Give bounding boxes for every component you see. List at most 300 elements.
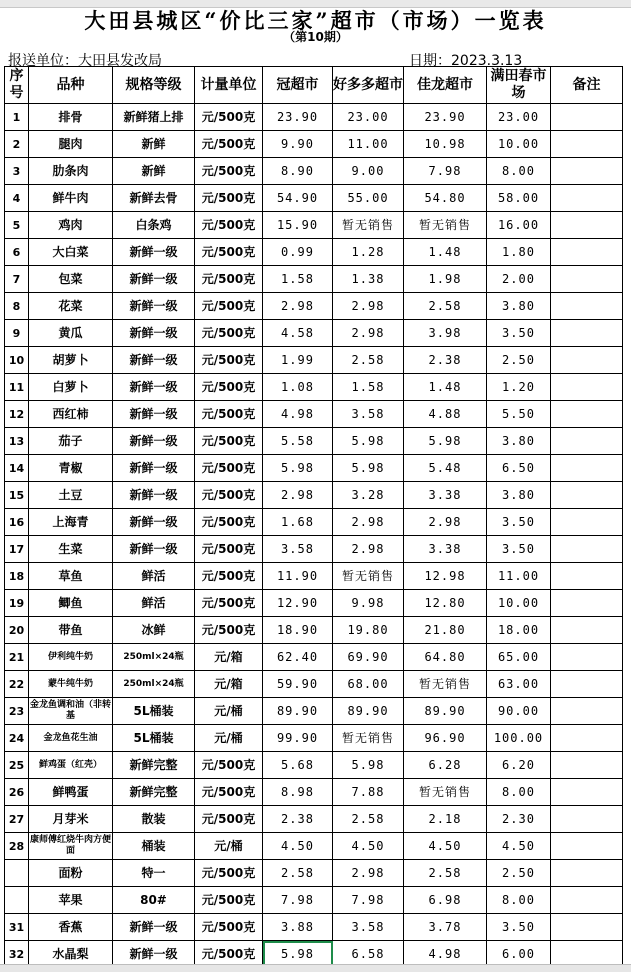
cell-spec[interactable]: 新鲜一级: [113, 509, 195, 536]
cell-store4-price[interactable]: 63.00: [487, 671, 551, 698]
cell-index[interactable]: 22: [5, 671, 29, 698]
cell-store3-price[interactable]: 12.80: [404, 590, 487, 617]
cell-unit[interactable]: 元/500克: [195, 914, 263, 941]
cell-store3-price[interactable]: 1.48: [404, 239, 487, 266]
cell-remark[interactable]: [551, 806, 623, 833]
cell-store2-price[interactable]: 3.58: [333, 914, 404, 941]
cell-store2-price[interactable]: 3.28: [333, 482, 404, 509]
cell-store4-price[interactable]: 23.00: [487, 104, 551, 131]
cell-index[interactable]: 28: [5, 833, 29, 860]
cell-spec[interactable]: 新鲜一级: [113, 455, 195, 482]
cell-spec[interactable]: 5L桶装: [113, 725, 195, 752]
cell-index[interactable]: 5: [5, 212, 29, 239]
cell-store3-price[interactable]: 3.98: [404, 320, 487, 347]
cell-store2-price[interactable]: 2.98: [333, 536, 404, 563]
cell-store1-price[interactable]: 0.99: [263, 239, 333, 266]
cell-store1-price[interactable]: 9.90: [263, 131, 333, 158]
cell-unit[interactable]: 元/箱: [195, 671, 263, 698]
cell-store3-price[interactable]: 2.38: [404, 347, 487, 374]
cell-store4-price[interactable]: 1.80: [487, 239, 551, 266]
header-remark[interactable]: 备注: [551, 67, 623, 104]
cell-spec[interactable]: 新鲜完整: [113, 779, 195, 806]
cell-store4-price[interactable]: 3.50: [487, 536, 551, 563]
cell-remark[interactable]: [551, 158, 623, 185]
cell-store3-price[interactable]: 64.80: [404, 644, 487, 671]
cell-store4-price[interactable]: 3.50: [487, 509, 551, 536]
cell-spec[interactable]: 白条鸡: [113, 212, 195, 239]
cell-store3-price[interactable]: 2.58: [404, 860, 487, 887]
cell-remark[interactable]: [551, 887, 623, 914]
cell-name[interactable]: 西红柿: [29, 401, 113, 428]
cell-store3-price[interactable]: 23.90: [404, 104, 487, 131]
cell-name[interactable]: 包菜: [29, 266, 113, 293]
cell-store2-price[interactable]: 1.58: [333, 374, 404, 401]
cell-spec[interactable]: 新鲜一级: [113, 320, 195, 347]
cell-spec[interactable]: 鲜活: [113, 590, 195, 617]
cell-store3-price[interactable]: 12.98: [404, 563, 487, 590]
cell-store4-price[interactable]: 8.00: [487, 887, 551, 914]
cell-remark[interactable]: [551, 320, 623, 347]
cell-store3-price[interactable]: 2.58: [404, 293, 487, 320]
cell-store2-price[interactable]: 1.28: [333, 239, 404, 266]
cell-store2-price[interactable]: 2.58: [333, 347, 404, 374]
cell-name[interactable]: 苹果: [29, 887, 113, 914]
cell-store1-price[interactable]: 2.58: [263, 860, 333, 887]
cell-spec[interactable]: 新鲜一级: [113, 239, 195, 266]
cell-index[interactable]: 14: [5, 455, 29, 482]
cell-store4-price[interactable]: 65.00: [487, 644, 551, 671]
cell-spec[interactable]: 250ml×24瓶: [113, 644, 195, 671]
cell-store4-price[interactable]: 3.50: [487, 914, 551, 941]
cell-index[interactable]: [5, 887, 29, 914]
cell-store4-price[interactable]: 10.00: [487, 590, 551, 617]
cell-remark[interactable]: [551, 698, 623, 725]
cell-spec[interactable]: 桶装: [113, 833, 195, 860]
cell-remark[interactable]: [551, 104, 623, 131]
cell-store3-price[interactable]: 21.80: [404, 617, 487, 644]
header-store4[interactable]: 满田春市场: [487, 67, 551, 104]
cell-store1-price[interactable]: 18.90: [263, 617, 333, 644]
cell-store2-price[interactable]: 2.98: [333, 509, 404, 536]
cell-unit[interactable]: 元/500克: [195, 374, 263, 401]
cell-spec[interactable]: 新鲜猪上排: [113, 104, 195, 131]
cell-store1-price[interactable]: 2.98: [263, 482, 333, 509]
cell-unit[interactable]: 元/500克: [195, 860, 263, 887]
cell-name[interactable]: 香蕉: [29, 914, 113, 941]
cell-store2-price[interactable]: 6.58: [333, 941, 404, 968]
cell-unit[interactable]: 元/500克: [195, 941, 263, 968]
cell-store2-price[interactable]: 68.00: [333, 671, 404, 698]
cell-name[interactable]: 茄子: [29, 428, 113, 455]
cell-spec[interactable]: 新鲜一级: [113, 374, 195, 401]
cell-index[interactable]: 26: [5, 779, 29, 806]
cell-remark[interactable]: [551, 536, 623, 563]
cell-store1-price[interactable]: 11.90: [263, 563, 333, 590]
cell-remark[interactable]: [551, 131, 623, 158]
cell-store3-price[interactable]: 54.80: [404, 185, 487, 212]
cell-index[interactable]: 1: [5, 104, 29, 131]
cell-index[interactable]: 12: [5, 401, 29, 428]
cell-name[interactable]: 排骨: [29, 104, 113, 131]
cell-remark[interactable]: [551, 644, 623, 671]
cell-store2-price[interactable]: 89.90: [333, 698, 404, 725]
cell-remark[interactable]: [551, 833, 623, 860]
cell-unit[interactable]: 元/桶: [195, 833, 263, 860]
cell-store1-price[interactable]: 1.99: [263, 347, 333, 374]
cell-store1-price[interactable]: 2.38: [263, 806, 333, 833]
cell-unit[interactable]: 元/500克: [195, 239, 263, 266]
cell-name[interactable]: 鲫鱼: [29, 590, 113, 617]
cell-remark[interactable]: [551, 374, 623, 401]
cell-store1-price[interactable]: 89.90: [263, 698, 333, 725]
cell-unit[interactable]: 元/500克: [195, 158, 263, 185]
cell-index[interactable]: 15: [5, 482, 29, 509]
cell-store1-price[interactable]: 1.08: [263, 374, 333, 401]
cell-store1-price[interactable]: 59.90: [263, 671, 333, 698]
cell-remark[interactable]: [551, 239, 623, 266]
cell-unit[interactable]: 元/500克: [195, 806, 263, 833]
cell-name[interactable]: 鲜鸭蛋: [29, 779, 113, 806]
cell-name[interactable]: 草鱼: [29, 563, 113, 590]
cell-store2-price[interactable]: 9.98: [333, 590, 404, 617]
cell-store1-price[interactable]: 4.50: [263, 833, 333, 860]
cell-remark[interactable]: [551, 401, 623, 428]
cell-spec[interactable]: 250ml×24瓶: [113, 671, 195, 698]
price-table: [4, 66, 623, 968]
header-store1[interactable]: 冠超市: [263, 67, 333, 104]
header-store2[interactable]: 好多多超市: [333, 67, 404, 104]
cell-store4-price[interactable]: 10.00: [487, 131, 551, 158]
cell-remark[interactable]: [551, 266, 623, 293]
cell-spec[interactable]: 新鲜: [113, 131, 195, 158]
cell-spec[interactable]: 新鲜: [113, 158, 195, 185]
cell-index[interactable]: 4: [5, 185, 29, 212]
cell-unit[interactable]: 元/箱: [195, 644, 263, 671]
cell-store4-price[interactable]: 5.50: [487, 401, 551, 428]
cell-store4-price[interactable]: 3.80: [487, 482, 551, 509]
cell-name[interactable]: 上海青: [29, 509, 113, 536]
cell-unit[interactable]: 元/500克: [195, 104, 263, 131]
cell-store4-price[interactable]: 6.50: [487, 455, 551, 482]
cell-unit[interactable]: 元/500克: [195, 185, 263, 212]
cell-index[interactable]: 20: [5, 617, 29, 644]
cell-store1-price[interactable]: 3.58: [263, 536, 333, 563]
cell-remark[interactable]: [551, 509, 623, 536]
cell-store2-price[interactable]: 23.00: [333, 104, 404, 131]
cell-unit[interactable]: 元/桶: [195, 725, 263, 752]
cell-store2-price[interactable]: 2.98: [333, 860, 404, 887]
cell-spec[interactable]: 新鲜一级: [113, 428, 195, 455]
cell-store3-price[interactable]: 5.98: [404, 428, 487, 455]
cell-unit[interactable]: 元/500克: [195, 293, 263, 320]
cell-store2-price[interactable]: 9.00: [333, 158, 404, 185]
cell-store3-price[interactable]: 3.78: [404, 914, 487, 941]
cell-unit[interactable]: 元/500克: [195, 887, 263, 914]
cell-store2-price[interactable]: 7.98: [333, 887, 404, 914]
cell-store4-price[interactable]: 3.80: [487, 293, 551, 320]
cell-remark[interactable]: [551, 482, 623, 509]
cell-store3-price[interactable]: 7.98: [404, 158, 487, 185]
cell-index[interactable]: 7: [5, 266, 29, 293]
cell-index[interactable]: 16: [5, 509, 29, 536]
cell-store4-price[interactable]: 18.00: [487, 617, 551, 644]
header-store3[interactable]: 佳龙超市: [404, 67, 487, 104]
cell-name[interactable]: 花菜: [29, 293, 113, 320]
cell-store2-price[interactable]: 11.00: [333, 131, 404, 158]
cell-store4-price[interactable]: 2.30: [487, 806, 551, 833]
header-index[interactable]: 序号: [5, 67, 29, 104]
cell-store3-price[interactable]: 96.90: [404, 725, 487, 752]
cell-store3-price[interactable]: 暂无销售: [404, 212, 487, 239]
cell-store3-price[interactable]: 10.98: [404, 131, 487, 158]
cell-index[interactable]: 19: [5, 590, 29, 617]
cell-name[interactable]: 白萝卜: [29, 374, 113, 401]
cell-store1-price[interactable]: 62.40: [263, 644, 333, 671]
cell-store3-price[interactable]: 暂无销售: [404, 671, 487, 698]
cell-unit[interactable]: 元/500克: [195, 320, 263, 347]
cell-store2-price[interactable]: 2.58: [333, 806, 404, 833]
cell-spec[interactable]: 特一: [113, 860, 195, 887]
cell-unit[interactable]: 元/500克: [195, 617, 263, 644]
cell-store3-price[interactable]: 4.88: [404, 401, 487, 428]
cell-unit[interactable]: 元/500克: [195, 536, 263, 563]
cell-store2-price[interactable]: 2.98: [333, 293, 404, 320]
cell-unit[interactable]: 元/500克: [195, 131, 263, 158]
cell-store1-price[interactable]: 3.88: [263, 914, 333, 941]
table-row: [5, 752, 623, 779]
cell-unit[interactable]: 元/500克: [195, 401, 263, 428]
cell-store1-price[interactable]: 8.98: [263, 779, 333, 806]
cell-index[interactable]: 11: [5, 374, 29, 401]
cell-spec[interactable]: 鲜活: [113, 563, 195, 590]
cell-store4-price[interactable]: 11.00: [487, 563, 551, 590]
cell-remark[interactable]: [551, 860, 623, 887]
cell-name[interactable]: 生菜: [29, 536, 113, 563]
cell-unit[interactable]: 元/500克: [195, 590, 263, 617]
cell-remark[interactable]: [551, 590, 623, 617]
cell-name[interactable]: 腿肉: [29, 131, 113, 158]
cell-name[interactable]: 黄瓜: [29, 320, 113, 347]
cell-remark[interactable]: [551, 563, 623, 590]
cell-spec[interactable]: 新鲜一级: [113, 401, 195, 428]
cell-store2-price[interactable]: 55.00: [333, 185, 404, 212]
cell-name[interactable]: 土豆: [29, 482, 113, 509]
cell-index[interactable]: 27: [5, 806, 29, 833]
cell-store2-price[interactable]: 19.80: [333, 617, 404, 644]
cell-name[interactable]: 蒙牛纯牛奶: [29, 671, 113, 698]
cell-store3-price[interactable]: 3.38: [404, 482, 487, 509]
cell-name[interactable]: 月芽米: [29, 806, 113, 833]
cell-store4-price[interactable]: 8.00: [487, 158, 551, 185]
cell-store3-price[interactable]: 6.98: [404, 887, 487, 914]
cell-index[interactable]: 23: [5, 698, 29, 725]
cell-index[interactable]: 31: [5, 914, 29, 941]
cell-name[interactable]: 肋条肉: [29, 158, 113, 185]
cell-unit[interactable]: 元/500克: [195, 212, 263, 239]
cell-store4-price[interactable]: 2.00: [487, 266, 551, 293]
cell-remark[interactable]: [551, 617, 623, 644]
cell-index[interactable]: [5, 860, 29, 887]
cell-index[interactable]: 9: [5, 320, 29, 347]
cell-unit[interactable]: 元/500克: [195, 428, 263, 455]
cell-index[interactable]: 10: [5, 347, 29, 374]
cell-index[interactable]: 32: [5, 941, 29, 968]
cell-store4-price[interactable]: 8.00: [487, 779, 551, 806]
cell-index[interactable]: 8: [5, 293, 29, 320]
cell-store1-price[interactable]: 99.90: [263, 725, 333, 752]
cell-store2-price[interactable]: 5.98: [333, 428, 404, 455]
cell-remark[interactable]: [551, 185, 623, 212]
cell-store3-price[interactable]: 4.50: [404, 833, 487, 860]
cell-store1-price[interactable]: 8.90: [263, 158, 333, 185]
cell-name[interactable]: 金龙鱼调和油（非转基: [29, 698, 113, 725]
cell-store2-price[interactable]: 暂无销售: [333, 563, 404, 590]
cell-remark[interactable]: [551, 671, 623, 698]
cell-store1-price[interactable]: 15.90: [263, 212, 333, 239]
cell-store4-price[interactable]: 2.50: [487, 860, 551, 887]
cell-store4-price[interactable]: 90.00: [487, 698, 551, 725]
cell-store1-price[interactable]: 23.90: [263, 104, 333, 131]
header-spec[interactable]: 规格等级: [113, 67, 195, 104]
cell-index[interactable]: 21: [5, 644, 29, 671]
cell-remark[interactable]: [551, 752, 623, 779]
cell-remark[interactable]: [551, 428, 623, 455]
cell-unit[interactable]: 元/500克: [195, 482, 263, 509]
cell-name[interactable]: 康师傅红烧牛肉方便面: [29, 833, 113, 860]
cell-store1-price[interactable]: 4.98: [263, 401, 333, 428]
cell-unit[interactable]: 元/500克: [195, 563, 263, 590]
header-name[interactable]: 品种: [29, 67, 113, 104]
cell-index[interactable]: 6: [5, 239, 29, 266]
cell-store4-price[interactable]: 2.50: [487, 347, 551, 374]
cell-store4-price[interactable]: 1.20: [487, 374, 551, 401]
cell-spec[interactable]: 新鲜一级: [113, 293, 195, 320]
cell-index[interactable]: 2: [5, 131, 29, 158]
cell-name[interactable]: 大白菜: [29, 239, 113, 266]
cell-remark[interactable]: [551, 293, 623, 320]
cell-store2-price[interactable]: 5.98: [333, 455, 404, 482]
cell-store2-price[interactable]: 5.98: [333, 752, 404, 779]
cell-store4-price[interactable]: 4.50: [487, 833, 551, 860]
cell-name[interactable]: 鲜牛肉: [29, 185, 113, 212]
cell-name[interactable]: 面粉: [29, 860, 113, 887]
cell-remark[interactable]: [551, 779, 623, 806]
cell-store1-price[interactable]: 5.68: [263, 752, 333, 779]
cell-store1-price[interactable]: 5.98: [263, 455, 333, 482]
cell-store4-price[interactable]: 6.00: [487, 941, 551, 968]
cell-store2-price[interactable]: 69.90: [333, 644, 404, 671]
cell-store1-price[interactable]: 5.98: [263, 941, 333, 968]
cell-store2-price[interactable]: 3.58: [333, 401, 404, 428]
cell-store2-price[interactable]: 暂无销售: [333, 212, 404, 239]
cell-remark[interactable]: [551, 725, 623, 752]
cell-store3-price[interactable]: 1.48: [404, 374, 487, 401]
cell-name[interactable]: 鲜鸡蛋（红壳）: [29, 752, 113, 779]
table-row: [5, 185, 623, 212]
cell-store3-price[interactable]: 4.98: [404, 941, 487, 968]
cell-spec[interactable]: 新鲜一级: [113, 914, 195, 941]
cell-store3-price[interactable]: 2.98: [404, 509, 487, 536]
cell-unit[interactable]: 元/500克: [195, 779, 263, 806]
cell-store3-price[interactable]: 3.38: [404, 536, 487, 563]
cell-spec[interactable]: 散装: [113, 806, 195, 833]
cell-store3-price[interactable]: 1.98: [404, 266, 487, 293]
cell-store2-price[interactable]: 4.50: [333, 833, 404, 860]
cell-name[interactable]: 带鱼: [29, 617, 113, 644]
cell-store1-price[interactable]: 5.58: [263, 428, 333, 455]
cell-index[interactable]: 3: [5, 158, 29, 185]
cell-remark[interactable]: [551, 455, 623, 482]
cell-store4-price[interactable]: 16.00: [487, 212, 551, 239]
cell-spec[interactable]: 80#: [113, 887, 195, 914]
cell-spec[interactable]: 5L桶装: [113, 698, 195, 725]
cell-store4-price[interactable]: 58.00: [487, 185, 551, 212]
cell-spec[interactable]: 冰鲜: [113, 617, 195, 644]
header-unit[interactable]: 计量单位: [195, 67, 263, 104]
cell-store1-price[interactable]: 1.68: [263, 509, 333, 536]
cell-store1-price[interactable]: 4.58: [263, 320, 333, 347]
cell-spec[interactable]: 新鲜一级: [113, 482, 195, 509]
cell-remark[interactable]: [551, 347, 623, 374]
cell-store4-price[interactable]: 3.80: [487, 428, 551, 455]
cell-store2-price[interactable]: 7.88: [333, 779, 404, 806]
cell-unit[interactable]: 元/500克: [195, 347, 263, 374]
cell-remark[interactable]: [551, 914, 623, 941]
cell-spec[interactable]: 新鲜完整: [113, 752, 195, 779]
cell-index[interactable]: 17: [5, 536, 29, 563]
cell-store1-price[interactable]: 7.98: [263, 887, 333, 914]
cell-unit[interactable]: 元/500克: [195, 752, 263, 779]
cell-index[interactable]: 18: [5, 563, 29, 590]
cell-unit[interactable]: 元/500克: [195, 509, 263, 536]
cell-store4-price[interactable]: 6.20: [487, 752, 551, 779]
cell-store2-price[interactable]: 2.98: [333, 320, 404, 347]
cell-spec[interactable]: 新鲜一级: [113, 347, 195, 374]
cell-name[interactable]: 金龙鱼花生油: [29, 725, 113, 752]
cell-spec[interactable]: 新鲜一级: [113, 266, 195, 293]
cell-store2-price[interactable]: 暂无销售: [333, 725, 404, 752]
cell-store3-price[interactable]: 2.18: [404, 806, 487, 833]
cell-name[interactable]: 胡萝卜: [29, 347, 113, 374]
cell-store1-price[interactable]: 2.98: [263, 293, 333, 320]
cell-remark[interactable]: [551, 212, 623, 239]
cell-store1-price[interactable]: 1.58: [263, 266, 333, 293]
cell-index[interactable]: 13: [5, 428, 29, 455]
cell-spec[interactable]: 新鲜一级: [113, 536, 195, 563]
cell-name[interactable]: 伊利纯牛奶: [29, 644, 113, 671]
cell-unit[interactable]: 元/500克: [195, 455, 263, 482]
cell-store3-price[interactable]: 6.28: [404, 752, 487, 779]
cell-name[interactable]: 鸡肉: [29, 212, 113, 239]
cell-index[interactable]: 25: [5, 752, 29, 779]
cell-store1-price[interactable]: 12.90: [263, 590, 333, 617]
cell-index[interactable]: 24: [5, 725, 29, 752]
cell-store2-price[interactable]: 1.38: [333, 266, 404, 293]
cell-spec[interactable]: 新鲜去骨: [113, 185, 195, 212]
cell-unit[interactable]: 元/桶: [195, 698, 263, 725]
cell-unit[interactable]: 元/500克: [195, 266, 263, 293]
cell-store3-price[interactable]: 89.90: [404, 698, 487, 725]
cell-spec[interactable]: 新鲜一级: [113, 941, 195, 968]
cell-store3-price[interactable]: 暂无销售: [404, 779, 487, 806]
cell-store4-price[interactable]: 100.00: [487, 725, 551, 752]
cell-name[interactable]: 水晶梨: [29, 941, 113, 968]
table-row: [5, 779, 623, 806]
cell-store4-price[interactable]: 3.50: [487, 320, 551, 347]
cell-store3-price[interactable]: 5.48: [404, 455, 487, 482]
cell-name[interactable]: 青椒: [29, 455, 113, 482]
cell-store1-price[interactable]: 54.90: [263, 185, 333, 212]
